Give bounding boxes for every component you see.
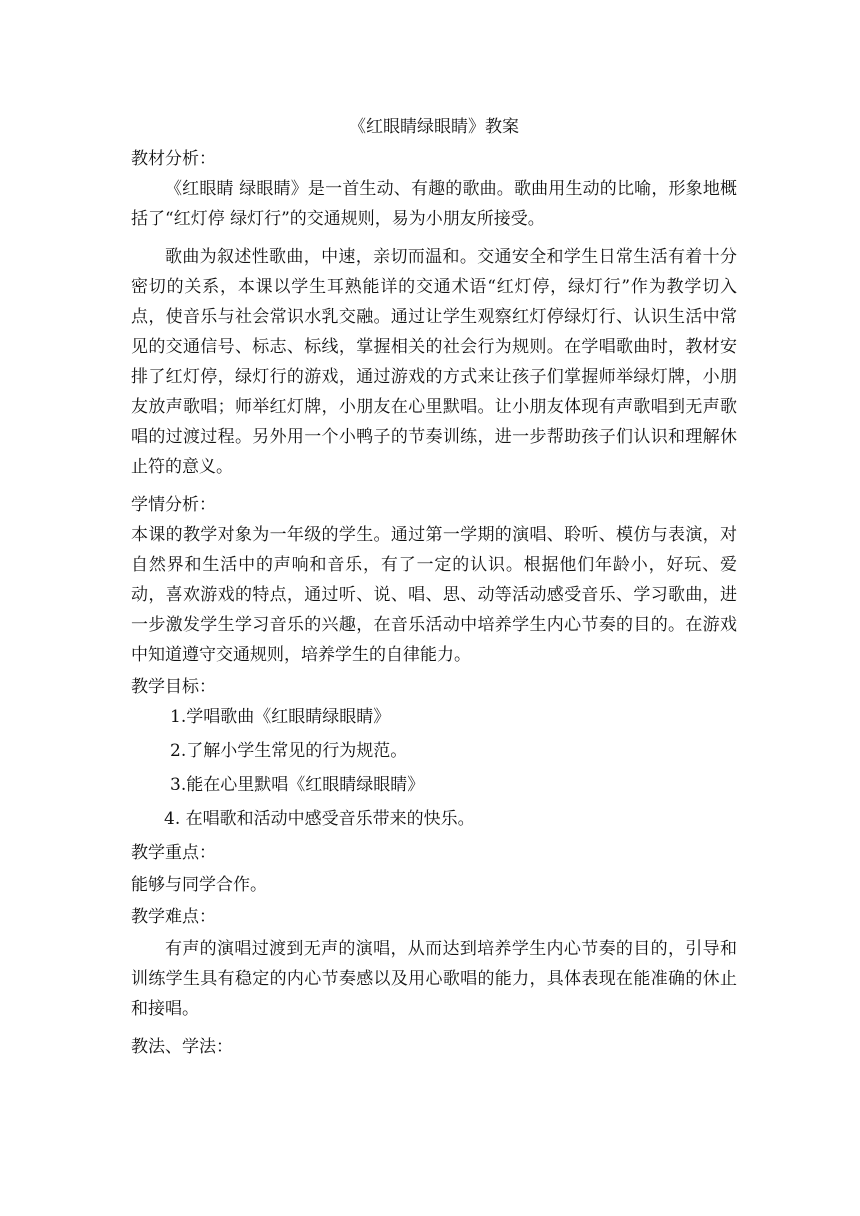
teaching-difficulty-heading: 教学难点： [131,907,216,927]
teaching-goals-list [131,702,737,834]
learner-analysis-heading: 学情分析： [131,495,216,515]
material-analysis-paragraph-1: 《红眼睛 绿眼睛》是一首生动、有趣的歌曲。歌曲用生动的比喻，形象地概括了“红灯停 绿灯行”的交通规则，易为小朋友所接受。 [131,179,737,229]
document-title: 《红眼睛绿眼睛》教案 [349,117,519,137]
material-analysis-paragraph-2: 歌曲为叙述性歌曲，中速，亲切而温和。交通安全和学生日常生活有着十分密切的关系，本课以学生耳熟能详的交通术语“红灯停，绿灯行”作为教学切入点，使音乐与社会常识水乳交融。通过让学生观察红灯停绿灯行、认识生活中常见的交通信号、标志、标线，掌握相关的社会行为规则。在学唱歌曲时，教材安排了红灯停，绿灯行的游戏，通过游戏的方式来让孩子们掌握师举绿灯牌，小朋友放声歌唱；师举红灯牌，小朋友在心里默唱。让小朋友体现有声歌唱到无声歌唱的过渡过程。另外用一个小鸭子的节奏训练，进一步帮助孩子们认识和理解休止符的意义。 [131,247,737,477]
teaching-methods-heading: 教法、学法： [131,1037,233,1057]
teaching-goal-item: 4. 在唱歌和活动中感受音乐带来的快乐。 [164,809,475,829]
material-analysis-heading: 教材分析： [131,149,216,169]
teaching-goal-item: 2.了解小学生常见的行为规范。 [170,741,408,761]
document-body [131,112,737,1062]
learner-analysis-paragraph: 本课的教学对象为一年级的学生。通过第一学期的演唱、聆听、模仿与表演，对自然界和生活中的声响和音乐，有了一定的认识。根据他们年龄小，好玩、爱动，喜欢游戏的特点，通过听、说、唱、思、动等活动感受音乐、学习歌曲，进一步激发学生学习音乐的兴趣，在音乐活动中培养学生内心节奏的目的。在游戏中知道遵守交通规则，培养学生的自律能力。 [131,525,737,665]
teaching-key-point-heading: 教学重点： [131,843,216,863]
teaching-goal-item: 1.学唱歌曲《红眼睛绿眼睛》 [170,707,391,727]
teaching-goal-item: 3.能在心里默唱《红眼睛绿眼睛》 [170,775,425,795]
teaching-key-point-paragraph: 能够与同学合作。 [131,875,267,895]
teaching-difficulty-paragraph: 有声的演唱过渡到无声的演唱，从而达到培养学生内心节奏的目的，引导和训练学生具有稳定的内心节奏感以及用心歌唱的能力，具体表现在能准确的休止和接唱。 [131,939,737,1019]
teaching-goals-heading: 教学目标： [131,677,216,697]
